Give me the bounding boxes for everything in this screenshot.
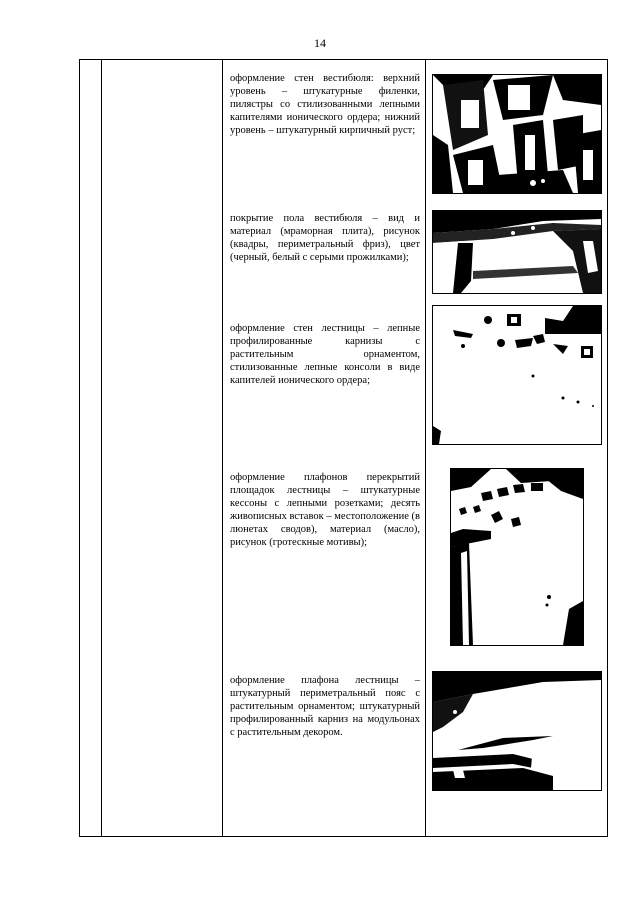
staircase-wall-photo <box>432 305 602 445</box>
row-5-description: оформление плафона лестницы – штукатурный периметральный пояс с растительным орнаментом; штукатурный профилированный карниз на модульонах с растительным декором. <box>230 675 420 738</box>
page-number: 14 <box>314 36 326 50</box>
heritage-elements-table <box>79 59 608 837</box>
row-3-description: оформление стен лестницы – лепные профилированные карнизы с растительным орнаментом, стилизованные лепные консоли в виде капителей ионического ордера; <box>230 323 420 386</box>
description-cell <box>223 60 426 837</box>
row-2-description: покрытие пола вестибюля – вид и материал (мраморная плита), рисунок (квадры, периметральный фриз), цвет (черный, белый с серыми прожилками); <box>230 213 420 263</box>
vestibule-wall-photo <box>432 74 602 194</box>
number-cell <box>80 60 102 837</box>
name-cell <box>102 60 223 837</box>
vestibule-floor-photo <box>432 210 602 294</box>
staircase-ceiling-photo <box>432 671 602 791</box>
landing-ceiling-photo <box>450 468 584 646</box>
row-1-description: оформление стен вестибюля: верхний уровень – штукатурные филенки, пилястры со стилизованными лепными капителями ионического ордера; нижний уровень – штукатурный кирпичный руст; <box>230 73 420 136</box>
row-4-description: оформление плафонов перекрытий площадок лестницы – штукатурные кессоны с лепными розетками; десять живописных вставок – местоположение (в люнетах сводов), материал (масло), рисунок (гротескные мотивы); <box>230 472 420 548</box>
photo-cell <box>426 60 608 837</box>
